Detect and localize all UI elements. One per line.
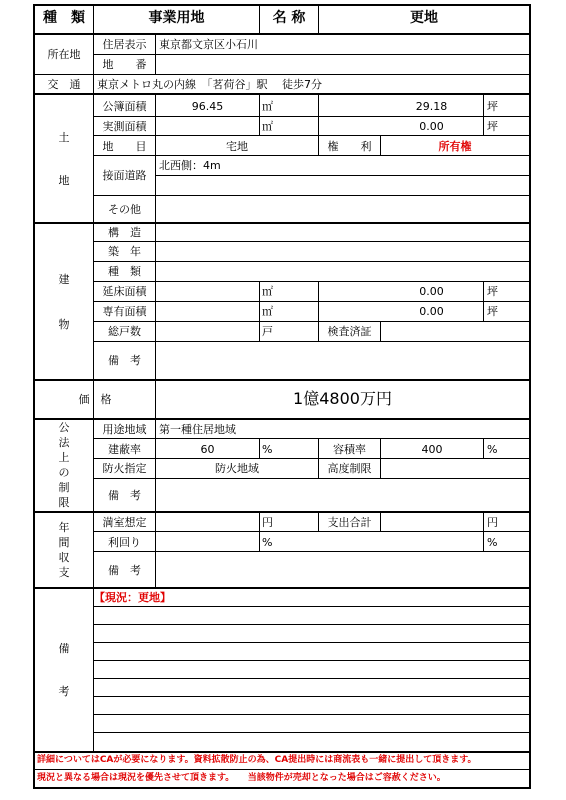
other-label: その他 <box>108 203 141 216</box>
percent-unit: % <box>487 536 498 549</box>
yen-unit: 円 <box>487 516 498 529</box>
divider <box>93 261 530 262</box>
divider <box>33 74 531 75</box>
name-label: 名 称 <box>272 10 306 26</box>
transport-label: 交 通 <box>47 78 81 91</box>
regulations-remarks-label: 備 考 <box>108 489 141 502</box>
divider <box>93 551 530 552</box>
address-label: 住居表示 <box>102 38 147 51</box>
building-kind-label: 種 類 <box>108 265 141 278</box>
divider <box>93 116 530 117</box>
divider <box>93 54 530 55</box>
building-section-label: 物 <box>58 318 70 331</box>
income-section-label: 年間収支 <box>58 521 70 579</box>
divider <box>93 678 530 679</box>
divider <box>483 512 484 552</box>
exclusive-area-label: 専有面積 <box>102 305 147 318</box>
full-occupancy-label: 満室想定 <box>102 516 147 529</box>
divider <box>93 732 530 733</box>
divider <box>93 458 530 459</box>
divider <box>93 531 530 532</box>
far-label: 容積率 <box>333 443 366 456</box>
road-value: 北西側：4m <box>159 159 221 172</box>
tsubo-unit: 坪 <box>487 120 498 133</box>
land-category-label: 地 目 <box>102 140 147 153</box>
fire-value: 防火地域 <box>215 462 259 475</box>
price-value: 1億4800万円 <box>293 389 392 408</box>
units-label: 総戸数 <box>108 325 141 338</box>
structure-label: 構 造 <box>108 226 141 239</box>
divider <box>155 223 156 380</box>
coverage-value: 60 <box>200 443 215 456</box>
divider <box>93 281 530 282</box>
households-unit: 戸 <box>262 325 273 338</box>
yen-unit: 円 <box>262 516 273 529</box>
registry-area-label: 公簿面積 <box>102 100 147 113</box>
divider <box>483 439 484 459</box>
border-top <box>33 4 531 6</box>
land-section-label: 地 <box>58 174 70 187</box>
footer-note-1: 詳細についてはCAが必要になります。資料拡散防止の為、CA提出時には商流表も一緒に提出して頂きます。 <box>37 755 477 765</box>
divider <box>93 301 530 302</box>
measured-area-label: 実測面積 <box>102 120 147 133</box>
border-bottom <box>33 787 531 789</box>
divider <box>33 587 531 589</box>
floor-area-label: 延床面積 <box>102 285 147 298</box>
remarks-label: 考 <box>58 685 70 698</box>
divider <box>93 696 530 697</box>
divider <box>93 624 530 625</box>
road-label: 接面道路 <box>102 169 147 182</box>
divider <box>93 135 530 136</box>
tsubo-unit: 坪 <box>487 305 498 318</box>
percent-unit: % <box>262 443 273 456</box>
built-year-label: 築 年 <box>108 245 141 258</box>
divider <box>93 588 94 752</box>
expenses-label: 支出合計 <box>327 516 372 529</box>
registry-area-tsubo: 29.18 <box>415 100 448 113</box>
address-value: 東京都文京区小石川 <box>159 38 258 51</box>
divider <box>93 714 530 715</box>
divider <box>33 33 531 35</box>
divider <box>259 439 260 459</box>
rights-value: 所有権 <box>438 140 472 153</box>
tsubo-unit: 坪 <box>487 100 498 113</box>
zoning-value: 第一種住居地域 <box>159 423 236 436</box>
floor-area-tsubo: 0.00 <box>419 285 444 298</box>
yield-label: 利回り <box>108 536 141 549</box>
regulations-section-label: 公法上の制限 <box>58 421 70 509</box>
divider <box>155 95 156 223</box>
divider <box>33 379 531 381</box>
divider <box>93 321 530 322</box>
percent-unit: % <box>262 536 273 549</box>
divider <box>93 660 530 661</box>
transport-value: 東京メトロ丸の内線 「茗荷谷」駅 徒歩7分 <box>97 78 322 91</box>
divider <box>259 512 260 552</box>
sqm-unit: ㎡ <box>262 285 273 298</box>
income-remarks-label: 備 考 <box>108 564 141 577</box>
type-label: 種 類 <box>43 10 85 26</box>
divider <box>93 155 530 156</box>
percent-unit: % <box>487 443 498 456</box>
type-value: 事業用地 <box>148 10 205 26</box>
divider <box>380 512 381 532</box>
divider <box>93 438 530 439</box>
divider <box>93 241 530 242</box>
divider <box>155 175 530 176</box>
coverage-label: 建蔽率 <box>108 443 141 456</box>
divider <box>93 195 530 196</box>
divider <box>93 478 530 479</box>
rights-label: 権 利 <box>327 140 372 153</box>
divider <box>33 511 531 513</box>
divider <box>259 281 260 342</box>
divider <box>33 93 531 95</box>
divider <box>33 751 531 753</box>
divider <box>483 281 484 322</box>
fire-label: 防火指定 <box>102 462 147 475</box>
divider <box>380 321 381 342</box>
name-value: 更地 <box>410 10 438 26</box>
divider <box>93 75 94 94</box>
divider <box>33 418 531 420</box>
divider <box>33 769 531 770</box>
land-section-label: 土 <box>58 131 70 144</box>
sqm-unit: ㎡ <box>262 305 273 318</box>
divider <box>155 512 156 588</box>
registry-area-sqm: 96.45 <box>191 100 224 113</box>
divider <box>93 341 530 342</box>
land-category-value: 宅地 <box>226 140 248 153</box>
border-right <box>529 4 531 789</box>
divider <box>33 222 531 224</box>
divider <box>155 34 156 75</box>
price-label: 価 格 <box>78 393 112 406</box>
divider <box>93 606 530 607</box>
zoning-label: 用途地域 <box>102 423 147 436</box>
tsubo-unit: 坪 <box>487 285 498 298</box>
remarks-label: 備 <box>58 642 70 655</box>
height-label: 高度制限 <box>327 462 372 475</box>
divider <box>483 95 484 136</box>
inspection-label: 検査済証 <box>327 325 372 338</box>
far-value: 400 <box>421 443 443 456</box>
building-section-label: 建 <box>58 273 70 286</box>
footer-note-2: 現況と異なる場合は現況を優先させて頂きます。 当該物件が売却となった場合はご容赦ください。 <box>37 773 446 783</box>
building-remarks-label: 備 考 <box>108 354 141 367</box>
divider <box>93 642 530 643</box>
sqm-unit: ㎡ <box>262 100 273 113</box>
exclusive-area-tsubo: 0.00 <box>419 305 444 318</box>
divider <box>259 95 260 136</box>
location-section-label: 所在地 <box>47 48 81 61</box>
lot-label: 地 番 <box>102 58 147 71</box>
sqm-unit: ㎡ <box>262 120 273 133</box>
measured-area-tsubo: 0.00 <box>419 120 444 133</box>
current-status-note: 【現況：更地】 <box>94 591 171 604</box>
